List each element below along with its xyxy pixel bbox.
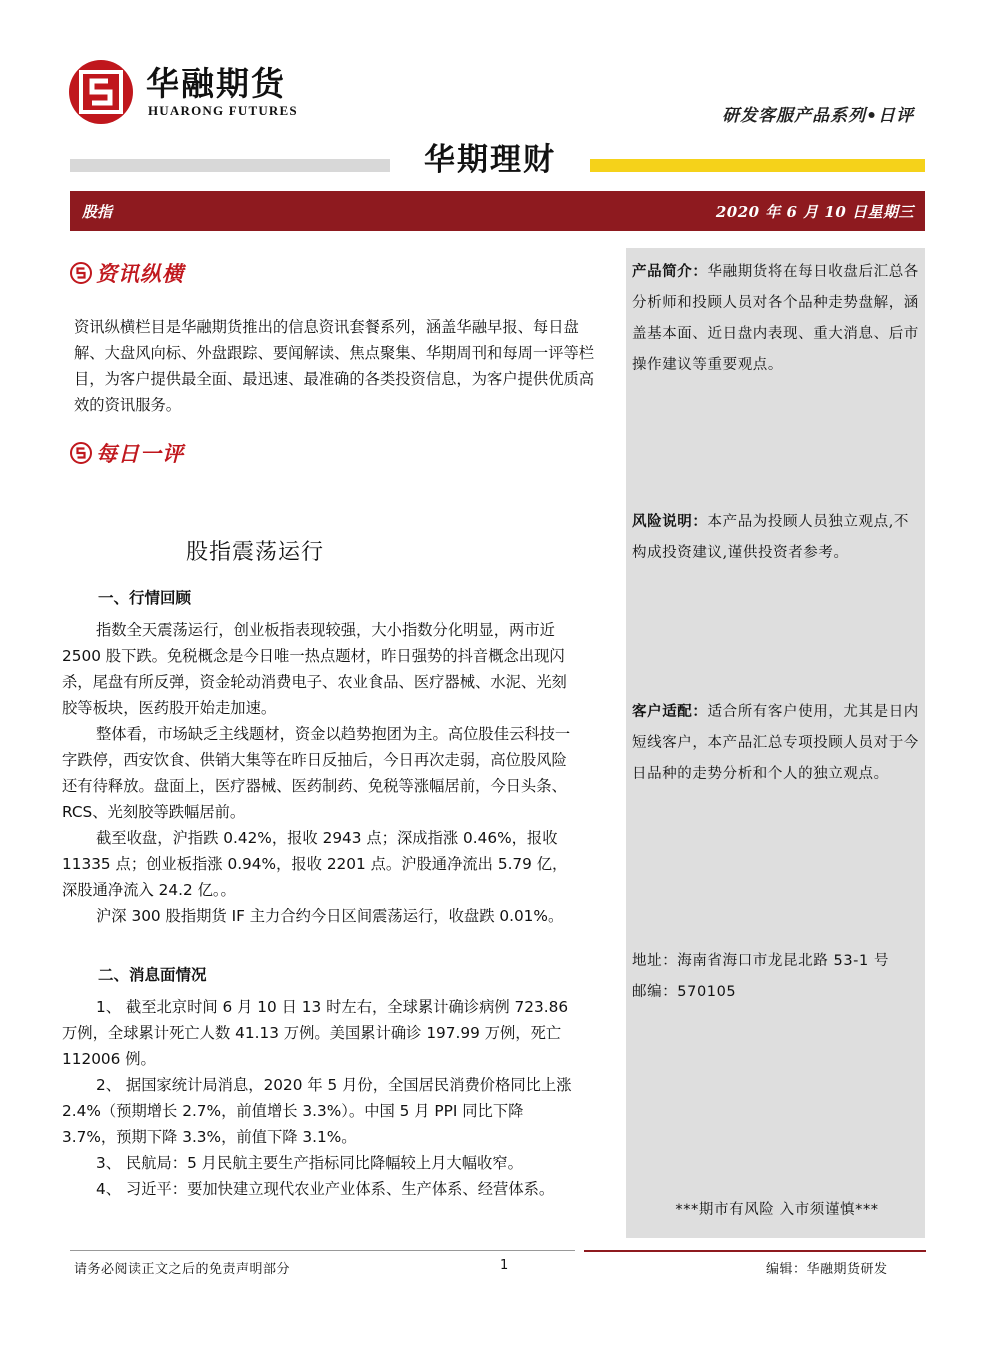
- paragraph: 截至收盘，沪指跌 0.42%，报收 2943 点；深成指涨 0.46%，报收 11335 点；创业板指涨 0.94%，报收 2201 点。沪股通净流出 5.79 亿，深股通净流入 24.2 亿。。: [62, 829, 568, 899]
- sidebar-risk: [632, 506, 922, 569]
- postcode: 邮编：570105: [632, 984, 737, 1000]
- huarong-section-icon: [70, 262, 92, 284]
- address: 地址：海南省海口市龙昆北路 53-1 号: [632, 953, 890, 969]
- risk-text: 本产品为投顾人员独立观点,不构成投资建议,谨供投资者参考。: [632, 514, 910, 561]
- page-title: 华期理财: [424, 142, 556, 178]
- section-heading-daily: [70, 438, 184, 468]
- footer-divider: [70, 1250, 575, 1251]
- huarong-logo-icon: [68, 59, 134, 125]
- sidebar-product-intro: [632, 256, 922, 381]
- paragraph: 整体看，市场缺乏主线题材，资金以趋势抱团为主。高位股佳云科技一字跌停，西安饮食、供销大集等在昨日反抽后，今日再次走弱，高位股风险还有待释放。盘面上，医疗器械、医药制药、免税等涨幅居前，今日头条、RCS、光刻胶等跌幅居前。: [62, 725, 571, 821]
- footer-disclaimer: 请务必阅读正文之后的免责声明部分: [74, 1262, 291, 1277]
- paragraph: 3、 民航局：5 月民航主要生产指标同比降幅较上月大幅收窄。: [96, 1154, 523, 1172]
- footer-divider-accent: [584, 1250, 926, 1252]
- report-date: 2020 年 6 月 10 日星期三: [715, 203, 914, 221]
- intro-text: 华融期货将在每日收盘后汇总各分析师和投顾人员对各个品种走势盘解，涵盖基本面、近日盘内表现、重大消息、后市操作建议等重要观点。: [632, 264, 919, 373]
- section-title: 资讯纵横: [96, 261, 184, 286]
- product-series: 研发客服产品系列•日评: [722, 106, 914, 126]
- article-title: 股指震荡运行: [186, 540, 325, 565]
- risk-label: 风险说明：: [632, 513, 708, 530]
- section-title: 每日一评: [96, 441, 184, 466]
- title-bar-left: [70, 159, 390, 172]
- category-label: 股指: [82, 203, 113, 221]
- sidebar-client: [632, 696, 922, 790]
- risk-warning: ***期市有风险 入市须谨慎***: [675, 1202, 879, 1218]
- brand-name-cn: 华融期货: [146, 64, 286, 103]
- client-label: 客户适配：: [632, 703, 708, 720]
- title-bar-right: [590, 159, 925, 172]
- paragraph: 4、 习近平：要加快建立现代农业产业体系、生产体系、经营体系。: [96, 1180, 555, 1198]
- paragraph: 1、 截至北京时间 6 月 10 日 13 时左右，全球累计确诊病例 723.86 万例，全球累计死亡人数 41.13 万例。美国累计确诊 197.99 万例，死亡 112006 例。: [62, 998, 569, 1068]
- info-intro: 资讯纵横栏目是华融期货推出的信息资讯套餐系列，涵盖华融早报、每日盘解、大盘风向标、外盘跟踪、要闻解读、焦点聚集、华期周刊和每周一评等栏目，为客户提供最全面、最迅速、最准确的各类投资信息，为客户提供优质高效的资讯服务。: [74, 318, 595, 414]
- paragraph: 指数全天震荡运行，创业板指表现较强，大小指数分化明显，两市近 2500 股下跌。免税概念是今日唯一热点题材，昨日强势的抖音概念出现闪杀，尾盘有所反弹，资金轮动消费电子、农业食品、医疗器械、水泥、光刻胶等板块，医药股开始走加速。: [62, 621, 567, 717]
- brand-name-en: HUARONG FUTURES: [148, 103, 298, 118]
- huarong-section-icon: [70, 442, 92, 464]
- paragraph: 沪深 300 股指期货 IF 主力合约今日区间震荡运行，收盘跌 0.01%。: [96, 907, 564, 925]
- page-number: 1: [500, 1258, 509, 1273]
- intro-label: 产品简介：: [632, 263, 708, 280]
- section-heading-info: [70, 258, 184, 288]
- sidebar-contact: [632, 946, 922, 1008]
- footer-editor: 编辑：华融期货研发: [766, 1262, 888, 1277]
- subheading-market-review: 一、行情回顾: [98, 589, 192, 607]
- subheading-news: 二、消息面情况: [98, 966, 207, 984]
- paragraph: 2、 据国家统计局消息，2020 年 5 月份，全国居民消费价格同比上涨 2.4%（预期增长 2.7%，前值增长 3.3%）。中国 5 月 PPI 同比下降 3.7%，预期下降 3.3%，前值下降 3.1%。: [62, 1076, 572, 1146]
- client-text: 适合所有客户使用，尤其是日内短线客户，本产品汇总专项投顾人员对于今日品种的走势分析和个人的独立观点。: [632, 704, 919, 782]
